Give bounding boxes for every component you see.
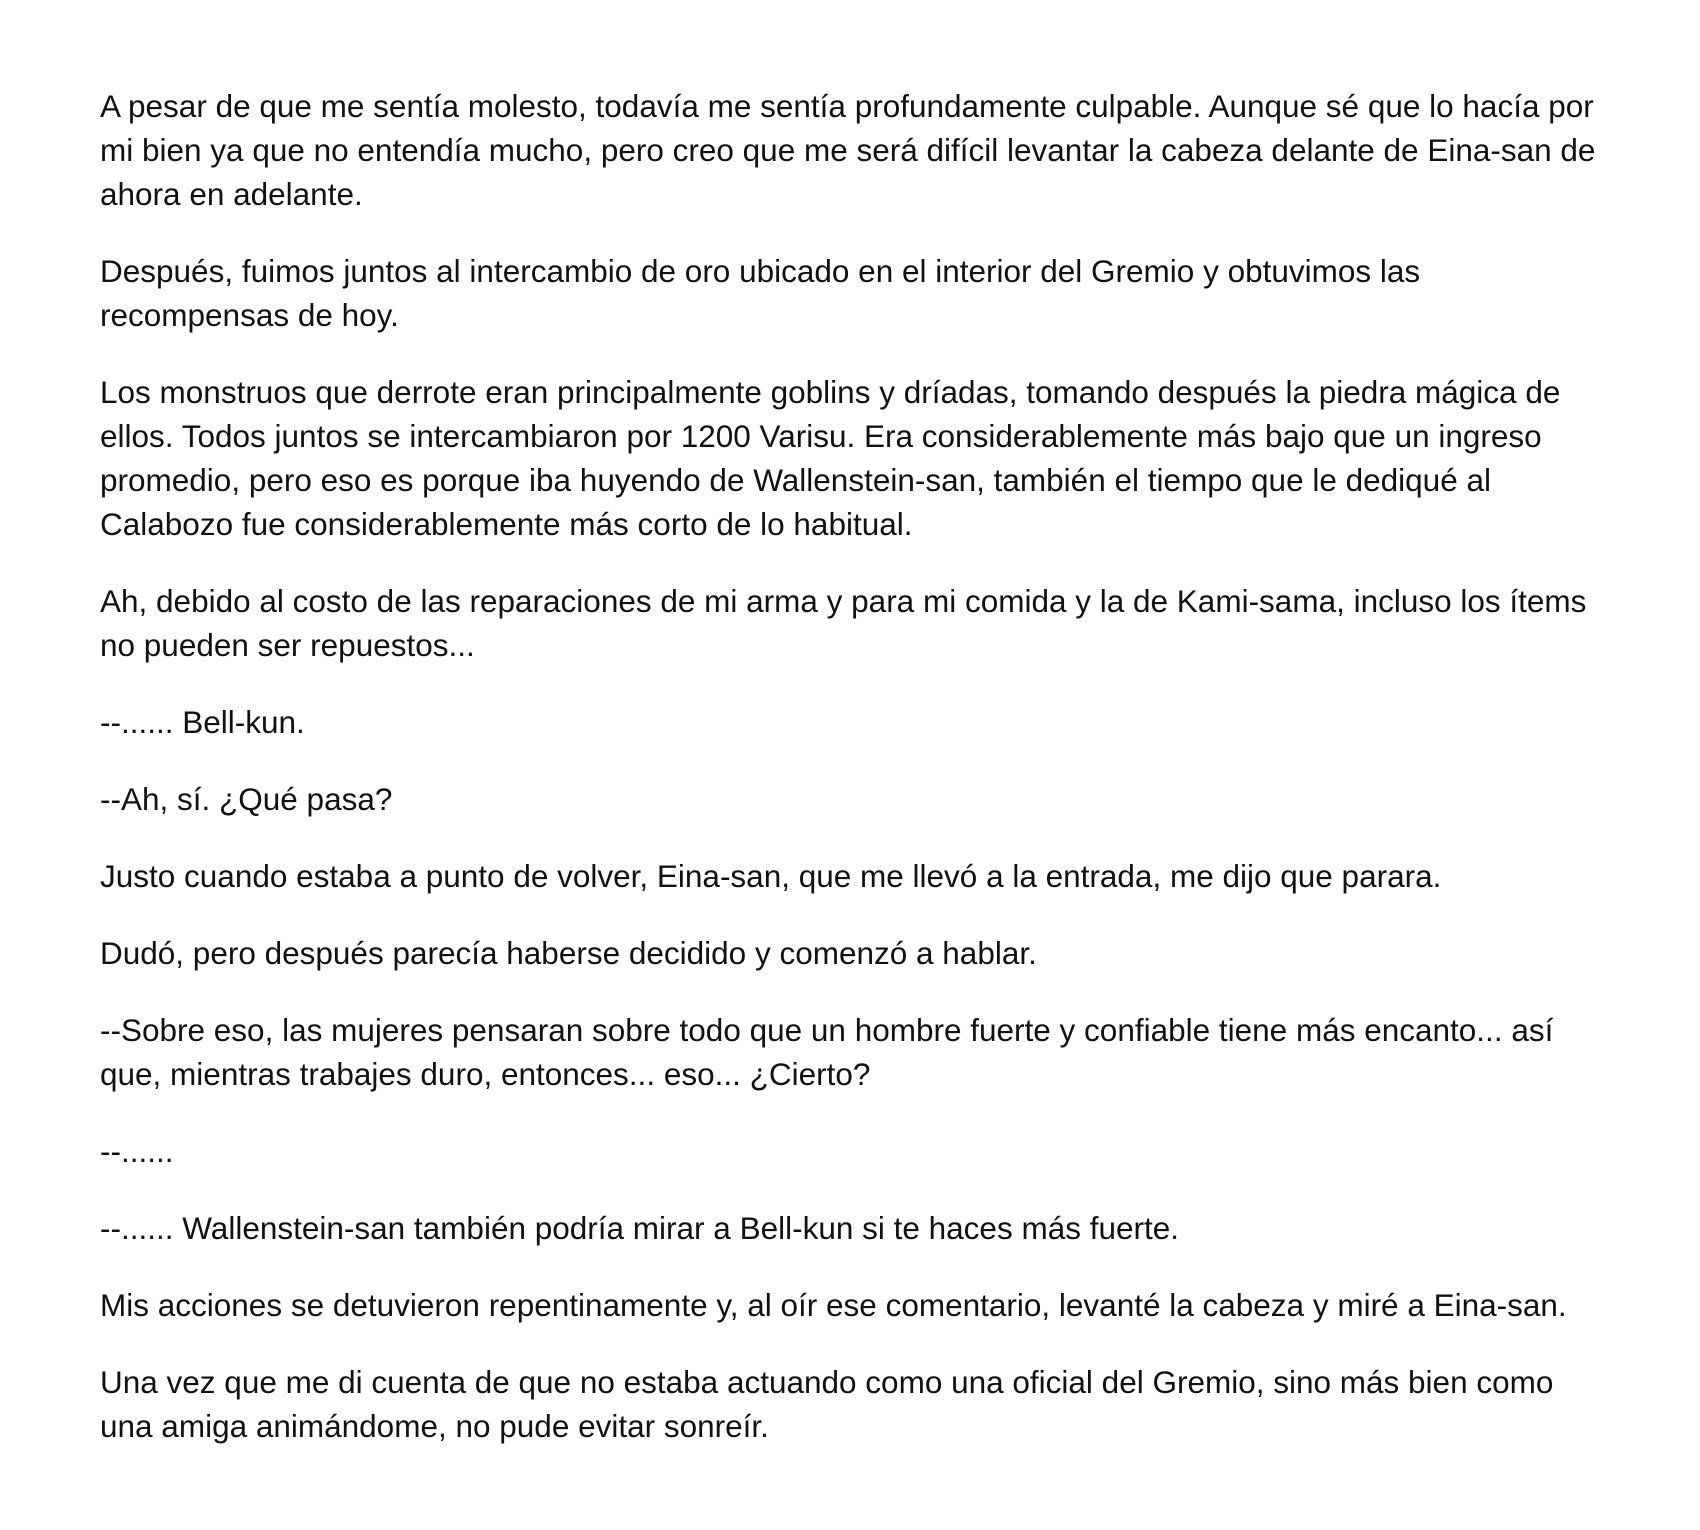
paragraph-1: A pesar de que me sentía molesto, todavía me sentía profundamente culpable. Aunque sé que lo hacía por mi bien ya que no entendía mucho, pero creo que me será difícil levantar la cabeza delante de Eina-san de ahora en adelante. <box>100 88 1596 212</box>
paragraph-8: Dudó, pero después parecía haberse decidido y comenzó a hablar. <box>100 935 1037 971</box>
paragraph-12: Mis acciones se detuvieron repentinamente y, al oír ese comentario, levanté la cabeza y miré a Eina-san. <box>100 1287 1567 1323</box>
paragraph-10: --...... <box>100 1133 174 1169</box>
paragraph-7: Justo cuando estaba a punto de volver, Eina-san, que me llevó a la entrada, me dijo que parara. <box>100 858 1442 894</box>
paragraph-9: --Sobre eso, las mujeres pensaran sobre todo que un hombre fuerte y confiable tiene más encanto... así que, mientras trabajes duro, entonces... eso... ¿Cierto? <box>100 1012 1554 1092</box>
document-body <box>100 84 1608 1448</box>
paragraph-5: --...... Bell-kun. <box>100 704 305 740</box>
paragraph-13: Una vez que me di cuenta de que no estaba actuando como una oficial del Gremio, sino más bien como una amiga animándome, no pude evitar sonreír. <box>100 1364 1554 1444</box>
paragraph-4: Ah, debido al costo de las reparaciones de mi arma y para mi comida y la de Kami-sama, incluso los ítems no pueden ser repuestos... <box>100 583 1587 663</box>
paragraph-3: Los monstruos que derrote eran principalmente goblins y dríadas, tomando después la piedra mágica de ellos. Todos juntos se intercambiaron por 1200 Varisu. Era considerablemente más bajo que un ingreso promedio, pero eso es porque iba huyendo de Wallenstein-san, también el tiempo que le dediqué al Calabozo fue considerablemente más corto de lo habitual. <box>100 374 1561 542</box>
paragraph-6: --Ah, sí. ¿Qué pasa? <box>100 781 393 817</box>
paragraph-11: --...... Wallenstein-san también podría mirar a Bell-kun si te haces más fuerte. <box>100 1210 1180 1246</box>
paragraph-2: Después, fuimos juntos al intercambio de oro ubicado en el interior del Gremio y obtuvimos las recompensas de hoy. <box>100 253 1421 333</box>
